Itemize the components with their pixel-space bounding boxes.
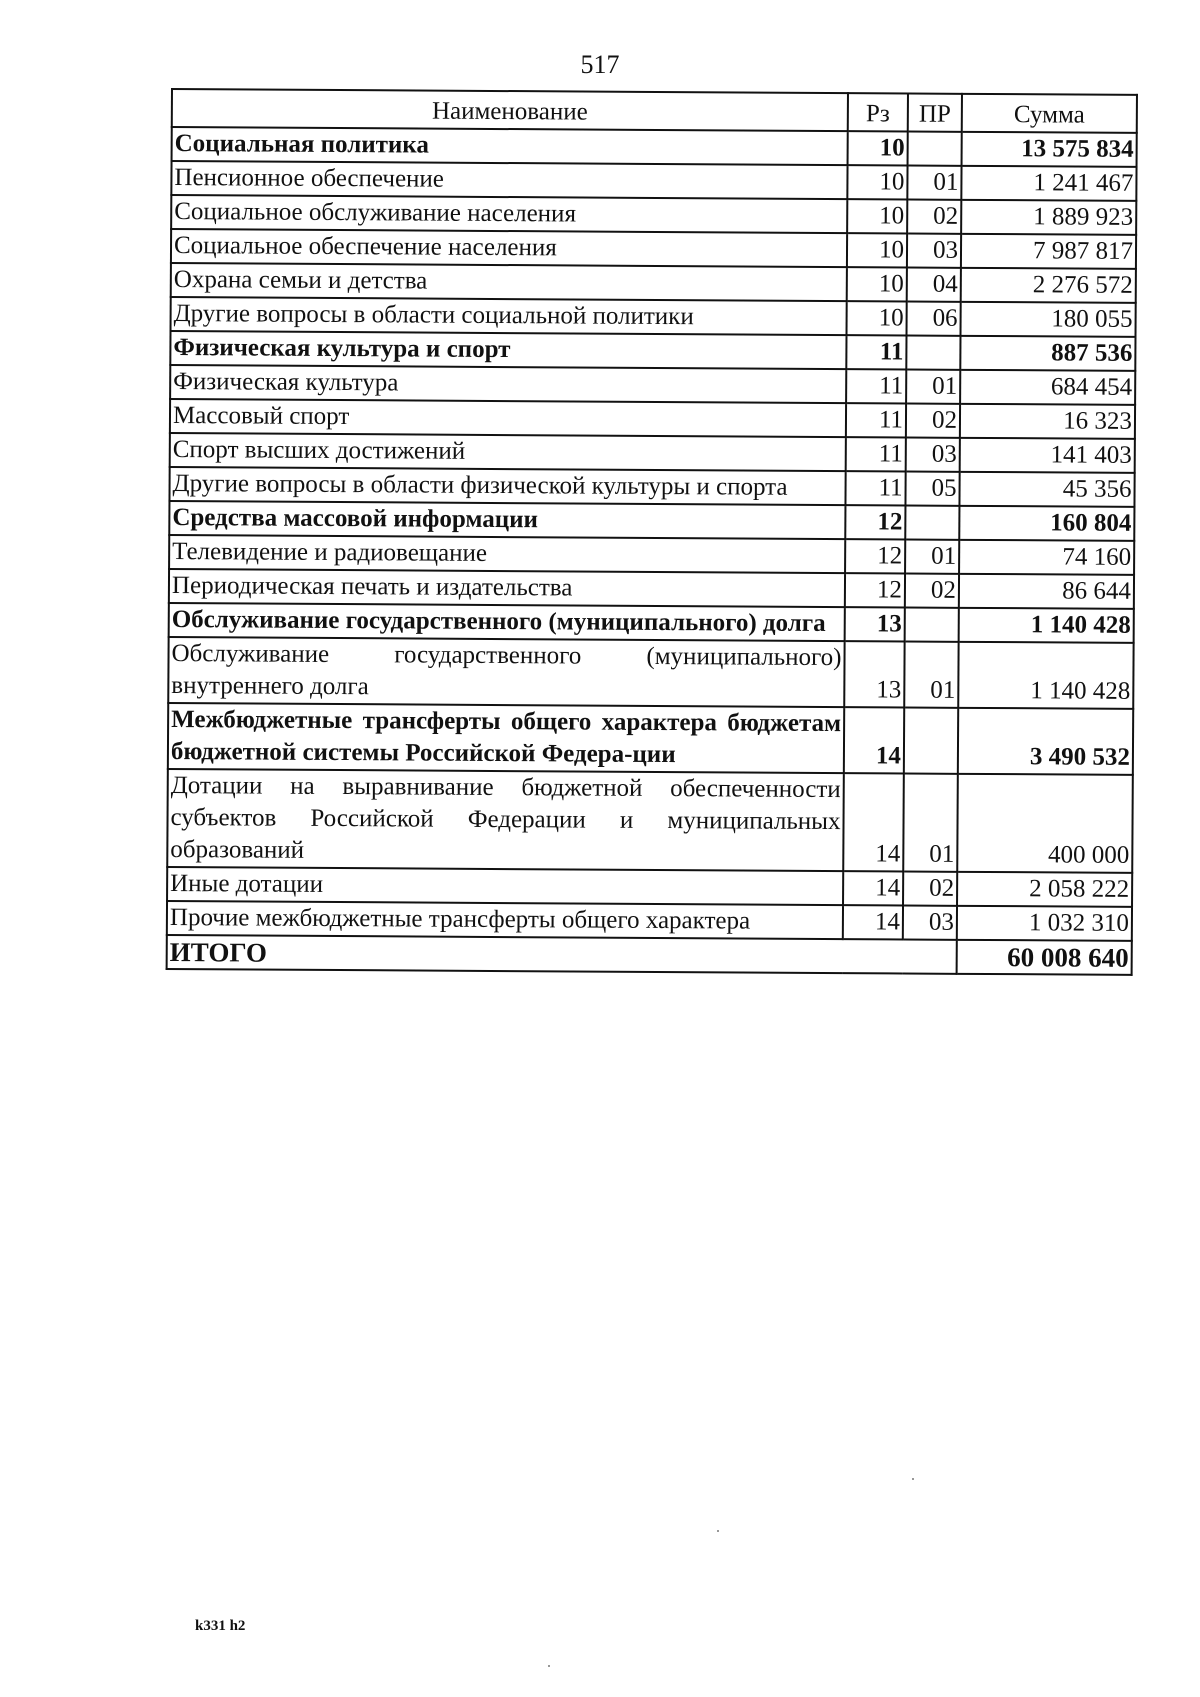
header-sum: Сумма — [962, 94, 1137, 133]
row-pr: 03 — [903, 905, 957, 939]
row-sum: 1 241 467 — [961, 166, 1136, 201]
table-header-row — [172, 89, 1137, 133]
row-rz: 11 — [846, 403, 906, 437]
row-sum: 1 032 310 — [957, 906, 1132, 941]
row-sum: 74 160 — [959, 540, 1134, 575]
row-rz: 13 — [845, 607, 905, 641]
row-sum: 45 356 — [959, 472, 1134, 507]
row-pr: 02 — [905, 573, 959, 607]
row-rz: 14 — [843, 773, 904, 871]
row-rz: 10 — [847, 165, 907, 199]
row-sum: 160 804 — [959, 506, 1134, 541]
scan-speck — [717, 1530, 719, 1532]
row-rz: 10 — [847, 199, 907, 233]
row-pr: 03 — [906, 437, 960, 471]
row-pr: 04 — [907, 267, 961, 301]
table-body — [167, 127, 1137, 941]
row-pr: 01 — [906, 369, 960, 403]
page-number: 517 — [580, 50, 620, 79]
row-pr: 02 — [906, 403, 960, 437]
header-pr: ПР — [908, 94, 962, 132]
row-name: Другие вопросы в области физической культуры и спорта — [169, 467, 845, 505]
row-sum: 400 000 — [957, 774, 1133, 873]
row-sum: 141 403 — [960, 438, 1135, 473]
row-rz: 11 — [846, 335, 906, 369]
row-rz: 12 — [845, 539, 905, 573]
row-name: Телевидение и радиовещание — [169, 535, 845, 573]
row-name: Пенсионное обеспечение — [171, 161, 847, 199]
row-pr: 01 — [905, 539, 959, 573]
budget-table — [166, 88, 1138, 976]
row-pr: 05 — [905, 471, 959, 505]
row-sum: 7 987 817 — [961, 234, 1136, 269]
row-rz: 14 — [844, 707, 904, 773]
table-row — [168, 637, 1133, 709]
row-sum: 16 323 — [960, 404, 1135, 439]
row-pr: 01 — [903, 773, 958, 871]
table-row — [168, 703, 1133, 775]
row-sum: 684 454 — [960, 370, 1135, 405]
row-name: Другие вопросы в области социальной политики — [171, 297, 847, 335]
row-name: Периодическая печать и издательства — [169, 569, 845, 607]
footer-mark: k331 h2 — [195, 1618, 246, 1634]
row-sum: 2 058 222 — [957, 872, 1132, 907]
row-rz: 12 — [845, 573, 905, 607]
row-rz: 14 — [843, 905, 903, 939]
total-label: ИТОГО — [167, 935, 957, 974]
total-row — [167, 935, 1132, 975]
row-sum: 180 055 — [961, 302, 1136, 337]
row-rz: 12 — [845, 505, 905, 539]
row-pr — [905, 505, 959, 539]
header-rz: Рз — [848, 93, 908, 131]
row-name: Социальная политика — [172, 127, 848, 165]
row-pr: 02 — [903, 871, 957, 905]
row-name: Социальное обеспечение населения — [171, 229, 847, 267]
row-rz: 11 — [846, 437, 906, 471]
row-sum: 86 644 — [959, 574, 1134, 609]
row-sum: 1 140 428 — [959, 608, 1134, 643]
row-pr — [908, 132, 962, 166]
row-pr: 02 — [907, 200, 961, 234]
row-rz: 10 — [848, 131, 908, 165]
row-name: Массовый спорт — [170, 399, 846, 437]
row-sum: 2 276 572 — [961, 268, 1136, 303]
row-pr: 01 — [907, 166, 961, 200]
row-name: Обслуживание государственного (муниципального) внутреннего долга — [168, 637, 844, 707]
row-rz: 10 — [847, 267, 907, 301]
row-name: Межбюджетные трансферты общего характера бюджетам бюджетной системы Российской Федера-ции — [168, 703, 844, 773]
row-name: Спорт высших достижений — [170, 433, 846, 471]
row-rz: 13 — [844, 641, 904, 707]
row-name: Средства массовой информации — [169, 501, 845, 539]
row-pr: 01 — [904, 641, 958, 707]
row-sum: 887 536 — [960, 336, 1135, 371]
row-sum: 3 490 532 — [958, 708, 1133, 775]
scan-speck — [548, 1665, 550, 1667]
row-pr: 06 — [907, 301, 961, 335]
row-name: Прочие межбюджетные трансферты общего характера — [167, 901, 843, 939]
row-name: Социальное обслуживание населения — [171, 195, 847, 233]
row-pr — [904, 707, 958, 773]
row-name: Дотации на выравнивание бюджетной обеспеченности субъектов Российской Федерации и муниципальных образований — [167, 769, 844, 871]
row-rz: 14 — [843, 871, 903, 905]
row-name: Физическая культура — [170, 365, 846, 403]
row-name: Физическая культура и спорт — [170, 331, 846, 369]
row-rz: 11 — [846, 369, 906, 403]
row-name: Охрана семьи и детства — [171, 263, 847, 301]
row-sum: 13 575 834 — [962, 132, 1137, 167]
row-pr — [905, 607, 959, 641]
table-row — [167, 769, 1133, 873]
row-sum: 1 140 428 — [958, 642, 1133, 709]
row-rz: 10 — [847, 233, 907, 267]
total-sum: 60 008 640 — [957, 940, 1132, 975]
row-sum: 1 889 923 — [961, 200, 1136, 235]
row-name: Иные дотации — [167, 867, 843, 905]
row-pr: 03 — [907, 233, 961, 267]
row-pr — [906, 335, 960, 369]
row-rz: 10 — [847, 301, 907, 335]
row-rz: 11 — [845, 471, 905, 505]
scan-speck — [912, 1478, 914, 1480]
header-name: Наименование — [172, 89, 848, 131]
row-name: Обслуживание государственного (муниципального) долга — [169, 603, 845, 641]
